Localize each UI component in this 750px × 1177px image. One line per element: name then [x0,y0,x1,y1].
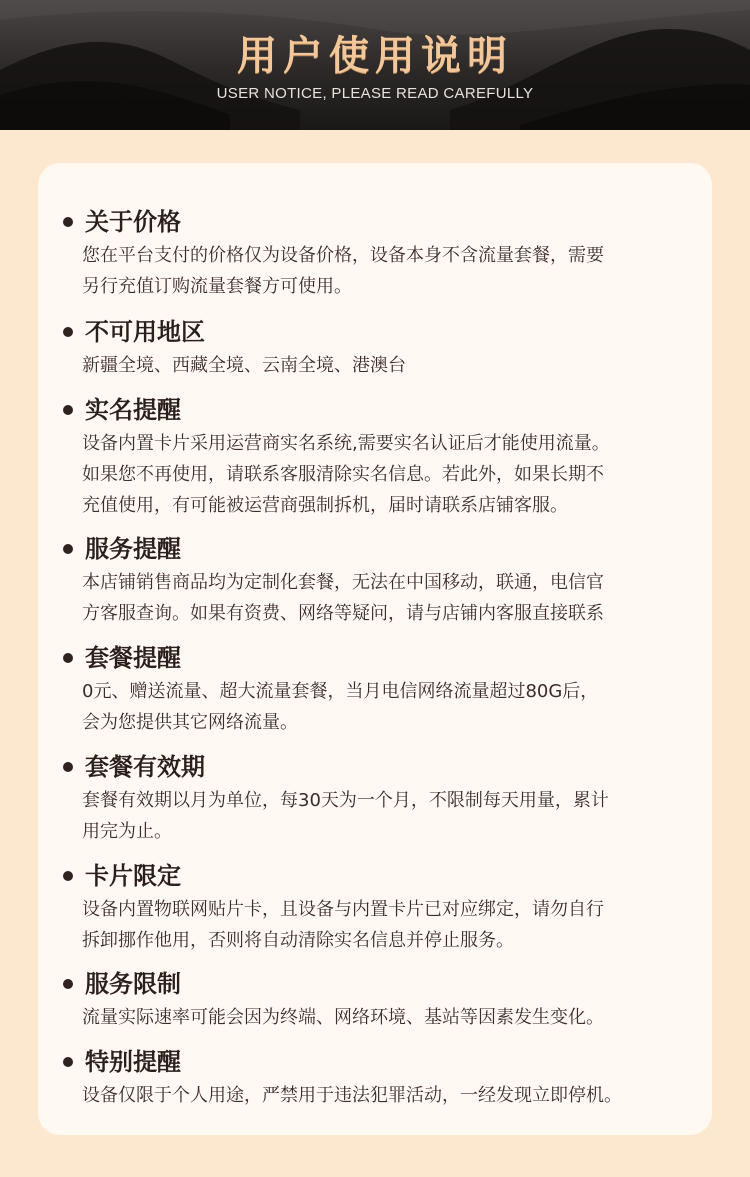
section-text: 流量实际速率可能会因为终端、网络环境、基站等因素发生变化。 [82,1007,604,1028]
notice-section [38,1045,712,1111]
notice-section [38,859,712,956]
section-title: 套餐提醒 [85,644,181,672]
bullet-dot-icon [63,1057,73,1067]
bullet-dot-icon [63,653,73,663]
notice-section [38,315,712,381]
section-text: 新疆全境、西藏全境、云南全境、港澳台 [82,355,406,376]
section-text: 拆卸挪作他用，否则将自动清除实名信息并停止服务。 [82,930,514,951]
page-subtitle: USER NOTICE, PLEASE READ CAREFULLY [216,85,534,102]
section-text: 充值使用，有可能被运营商强制拆机，届时请联系店铺客服。 [82,495,568,516]
bullet-dot-icon [63,979,73,989]
section-text: 如果您不再使用，请联系客服清除实名信息。若此外，如果长期不 [82,464,604,485]
bullet-dot-icon [63,405,73,415]
section-title: 服务限制 [85,970,181,998]
section-text: 0元、赠送流量、超大流量套餐，当月电信网络流量超过80G后， [82,681,599,702]
bullet-dot-icon [63,544,73,554]
section-text: 本店铺销售商品均为定制化套餐，无法在中国移动，联通，电信官 [82,572,604,593]
notice-section [38,967,712,1033]
section-text: 设备内置卡片采用运营商实名系统,需要实名认证后才能使用流量。 [82,433,610,454]
section-title: 实名提醒 [85,396,181,424]
section-text: 另行充值订购流量套餐方可使用。 [82,276,352,297]
section-text: 方客服查询。如果有资费、网络等疑问，请与店铺内客服直接联系 [82,603,604,624]
section-title: 服务提醒 [85,535,181,563]
section-text: 设备内置物联网贴片卡，且设备与内置卡片已对应绑定，请勿自行 [82,899,604,920]
section-title: 关于价格 [85,208,181,236]
section-title: 不可用地区 [85,318,205,346]
section-text: 设备仅限于个人用途，严禁用于违法犯罪活动，一经发现立即停机。 [82,1085,622,1106]
bullet-dot-icon [63,327,73,337]
section-title: 特别提醒 [85,1048,181,1076]
section-title: 套餐有效期 [85,753,205,781]
section-text: 套餐有效期以月为单位，每30天为一个月，不限制每天用量，累计 [82,790,609,811]
page-header [0,0,750,130]
notice-card [38,163,712,1135]
section-text: 用完为止。 [82,821,172,842]
bullet-dot-icon [63,217,73,227]
section-text: 您在平台支付的价格仅为设备价格，设备本身不含流量套餐，需要 [82,245,604,266]
section-text: 会为您提供其它网络流量。 [82,712,298,733]
bullet-dot-icon [63,762,73,772]
notice-section [38,532,712,629]
bullet-dot-icon [63,871,73,881]
section-title: 卡片限定 [85,862,181,890]
notice-section [38,393,712,521]
page-title: 用户使用说明 [237,33,513,79]
notice-section [38,641,712,738]
notice-section [38,205,712,302]
notice-section [38,750,712,847]
